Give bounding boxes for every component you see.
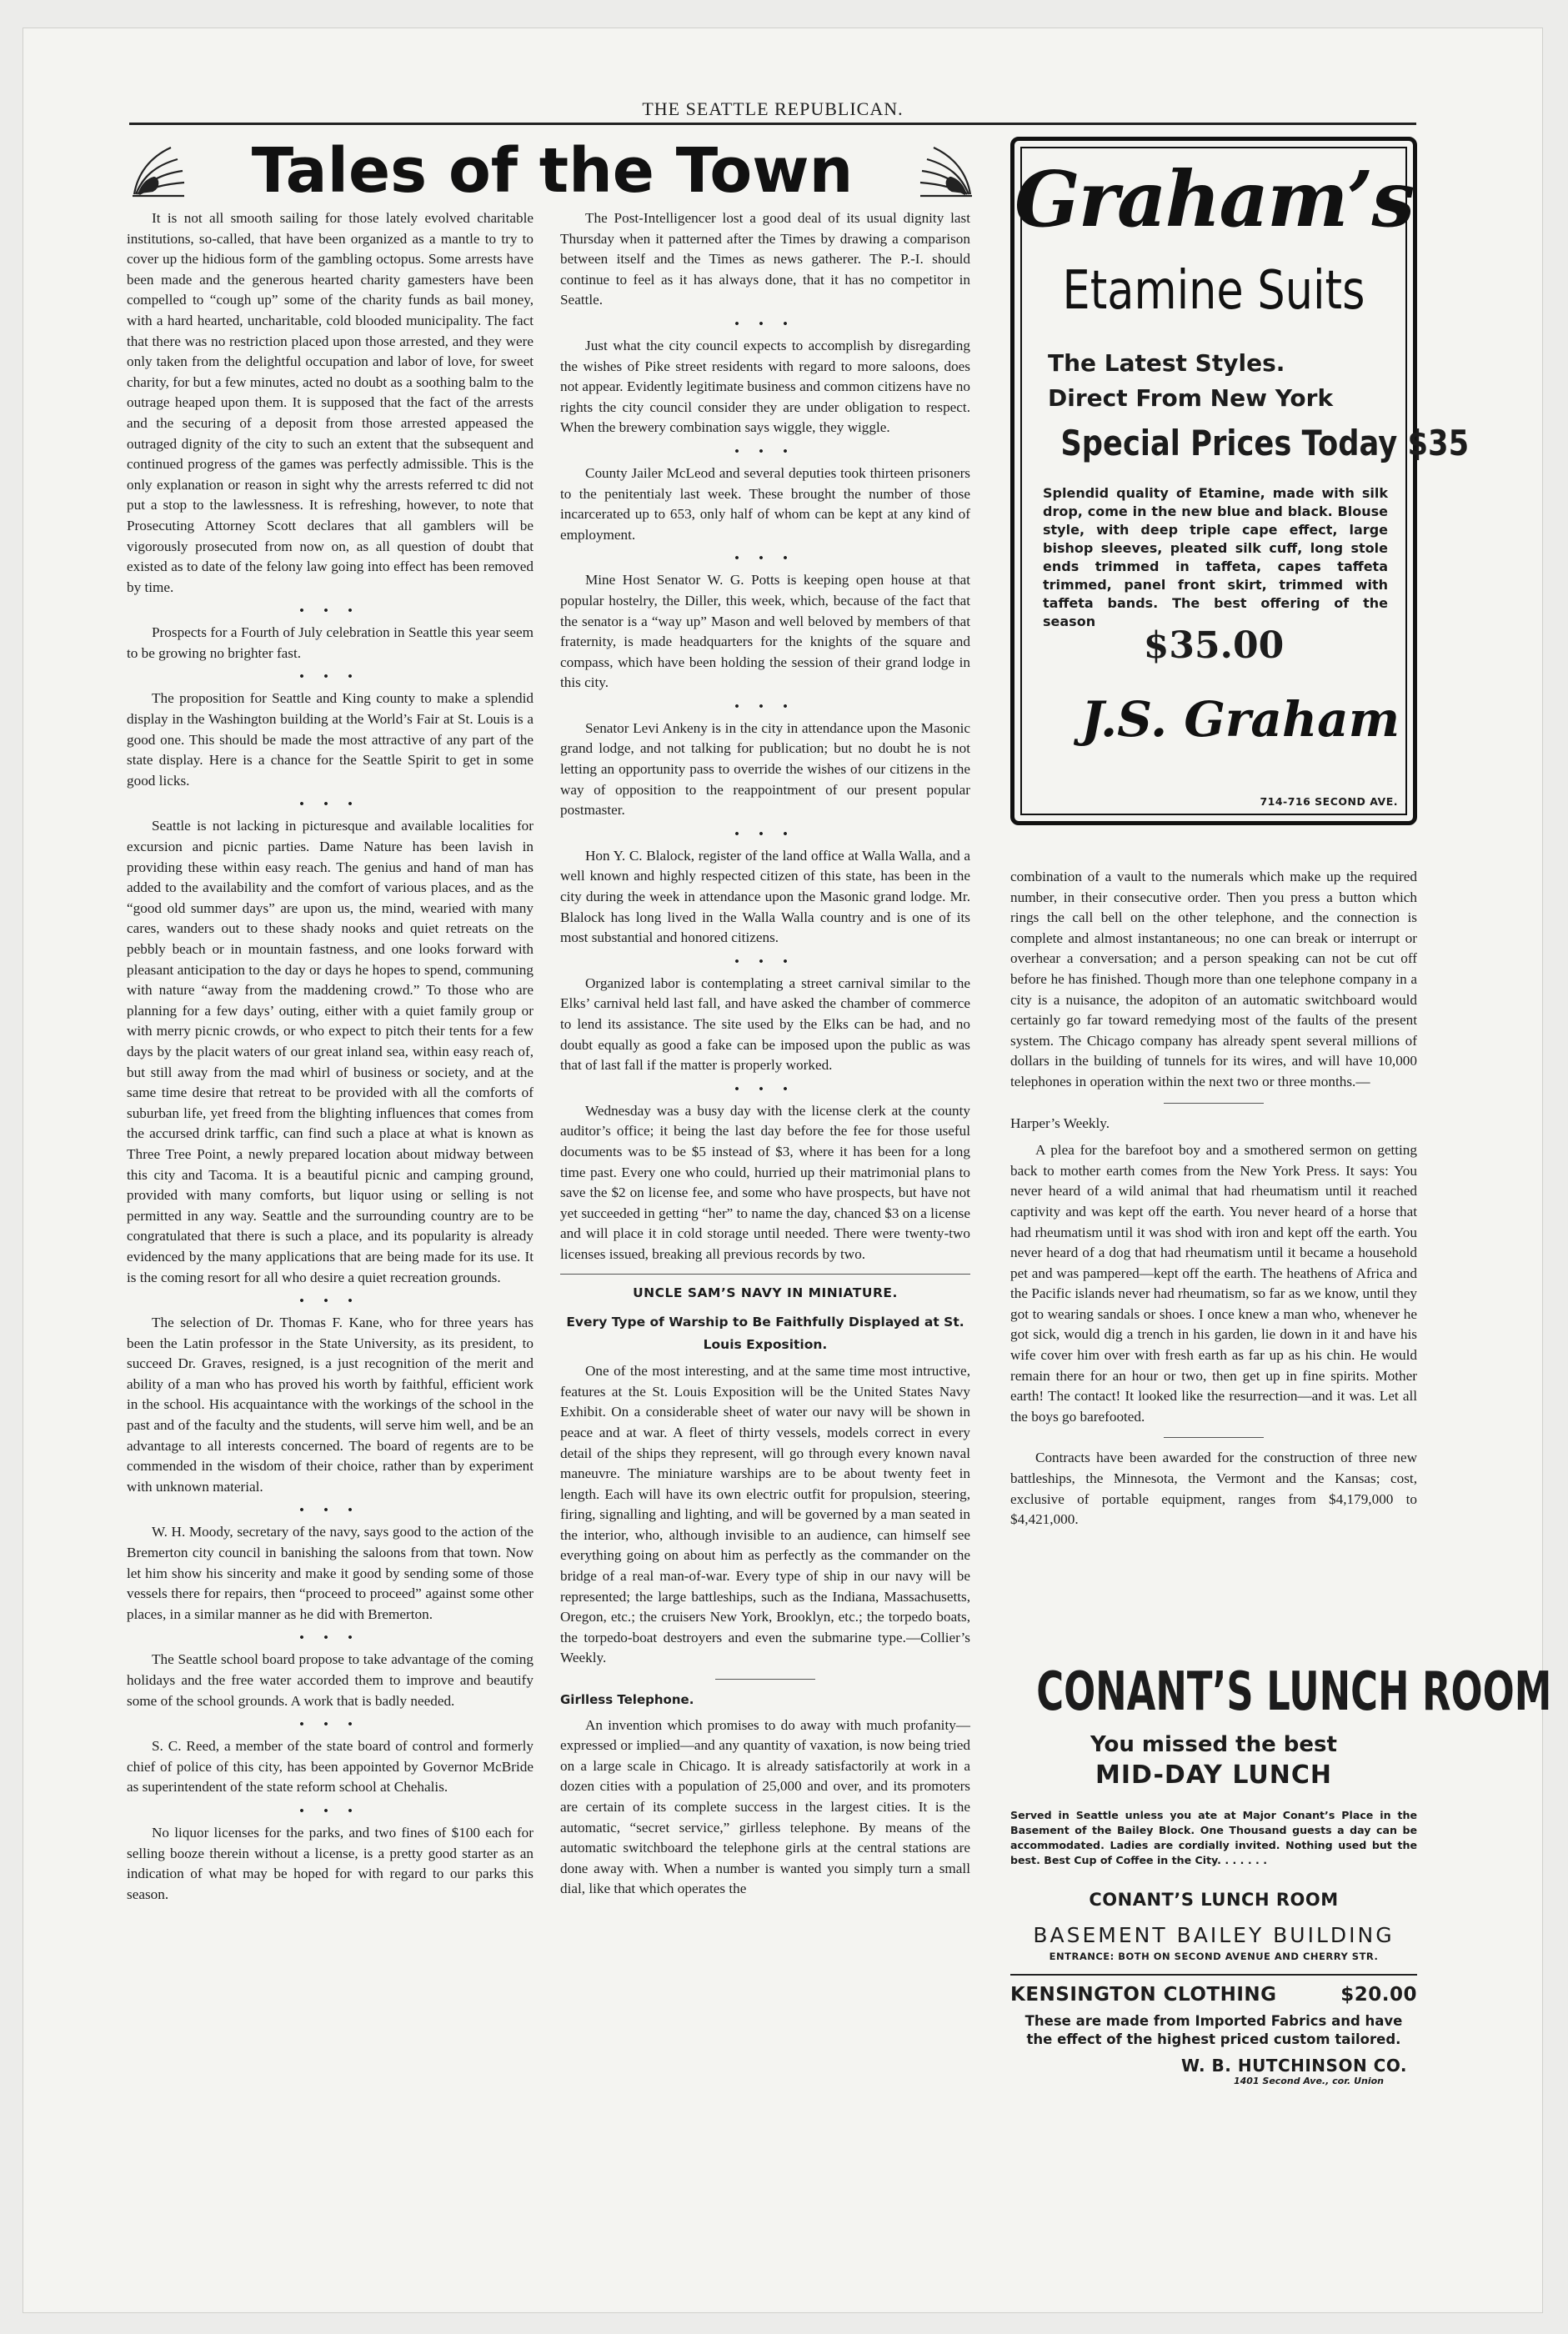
- article-paragraph: Hon Y. C. Blalock, register of the land office at Walla Walla, and a well known and highly respected citizen of this state, has been in the city during the week in attendance upon the Masonic grand lodge. Mr. Blalock has long lived in the Walla Walla country and is one of its most substantial and honored citizens.: [560, 847, 970, 946]
- article-paragraph: No liquor licenses for the parks, and two fines of $100 each for selling booze therein without a license, is a pretty good starter as an indication of what may be hoped for with regard to our parks this season.: [127, 1824, 534, 1902]
- short-rule: [1164, 1437, 1264, 1438]
- separator-stars: • • •: [734, 444, 796, 458]
- ad-kensington-price: $20.00: [1340, 1984, 1417, 2006]
- article-paragraph: Contracts have been awarded for the construction of three new battleships, the Minnesota, the Vermont and the Kansas; cost, exclusive of portable equipment, ranges from $4,179,000 to $4,421,000.: [1010, 1450, 1417, 1528]
- article-paragraph: One of the most interesting, and at the same time most intructive, features at the St. Louis Exposition will be the United States Navy Exhibit. On a considerable sheet of water our navy will be shown in peace and at war. A fleet of thirty vessels, models correct in every detail of the ships they represent, will go through every known naval maneuvre. The miniature warships are to be about twenty feet in length. Each will have its own electric outfit for propulsion, steering, firing, signalling and lighting, and will be governed by a man seated in the interior, who, although invisible to an audience, can himself see everything going on about him as perfectly as the commander on the bridge of a real man-of-war. Every type of ship in our navy will be represented; the large battleships, such as the Indiana, Massachusetts, Oregon, etc.; the cruisers New York, Brooklyn, etc.; the torpedo boats, the torpedo-boat destroyers and even the submarine type.—Collier’s Weekly.: [560, 1363, 970, 1666]
- ad-tagline: Direct From New York: [1048, 384, 1334, 412]
- ad-signature: J.S. Graham: [1081, 691, 1400, 748]
- separator-stars: • • •: [734, 699, 796, 714]
- article-paragraph: The Post-Intelligencer lost a good deal of its usual dignity last Thursday when it patterned after the Times by drawing a comparison between itself and the Times as news gatherer. The P.-I. should continue to feel as it has always done, that it has no competitor in Seattle.: [560, 210, 970, 308]
- ad-divider: [1010, 1974, 1417, 1976]
- ad-conant-title: CONANT’S LUNCH ROOM: [1036, 1661, 1552, 1723]
- section-rule: [560, 1274, 970, 1275]
- navy-article-title: UNCLE SAM’S NAVY IN MINIATURE.: [633, 1285, 898, 1300]
- column-2: [560, 208, 970, 1906]
- ad-kensington-description: These are made from Imported Fabrics and have the effect of the highest priced custom tailored.: [1024, 2013, 1403, 2047]
- column-3: [1010, 867, 1417, 1537]
- fan-ornament-icon: [129, 141, 188, 201]
- article-paragraph: It is not all smooth sailing for those lately evolved charitable institutions, so-called, that have been organized as a mantle to try to cover up the hidious form of the gambling octopus. Some arrests have been made and the generous hearted charity gamesters have been compelled to “cough up” some of the charity funds as bail money, with a hard hearted, uncharitable, cold blooded municipality. The fact that there was no restriction placed upon those arrested, and they were only taken from the delightful occupation and labor of love, for sweet charity, for but a few minutes, acted no doubt as a soothing balm to the outrage heaped upon them. It is supposed that the fact of the arrests and the securing of a deposit from those arrested appeased the outraged dignity of the city to such an extent that the subsequent and continued progress of the games was perfectly admissible. This is the only explanation or reason in sight why the arrests referred tc did not put a stop to the lawlessness. It is refreshing, however, to note that Prosecuting Attorney Scott declares that all gamblers will be vigorously prosecuted from now on, as all question of doubt that existed as to date of the felony law going into effect has been removed by time.: [127, 210, 534, 595]
- ad-product: Etamine Suits: [1062, 260, 1365, 322]
- separator-stars: • • •: [299, 1804, 361, 1818]
- separator-stars: • • •: [299, 1295, 361, 1309]
- separator-stars: • • •: [299, 670, 361, 684]
- column-1: [127, 208, 534, 1911]
- separator-stars: • • •: [299, 798, 361, 812]
- top-rule: [129, 123, 1416, 125]
- separator-stars: • • •: [734, 1082, 796, 1096]
- article-paragraph: Wednesday was a busy day with the license clerk at the county auditor’s office; it being the last day before the fee for those useful documents was to be $5 instead of $3, where it has been for a long time past. Every one who could, hurried up their matrimonial plans to save the $2 on license fee, and some who have prospects, but have not yet succeeded in getting “her” to name the day, chanced $3 on a license and will place it in cold storage until needed. There were twenty-two licenses issued, breaking all previous records by two.: [560, 1102, 970, 1262]
- ad-conant-name: CONANT’S LUNCH ROOM: [1089, 1890, 1339, 1910]
- separator-stars: • • •: [734, 552, 796, 566]
- article-paragraph: Prospects for a Fourth of July celebration in Seattle this year seem to be growing no brighter fast.: [127, 624, 534, 661]
- separator-stars: • • •: [299, 604, 361, 619]
- short-rule: [715, 1679, 815, 1680]
- article-paragraph: Mine Host Senator W. G. Potts is keeping open house at that popular hostelry, the Diller, this week, which, because of the fact that the senator is a “way up” Mason and well beloved by members of that fraternity, is made headquarters for the knights of the square and compass, which have been holding the session of their grand lodge in this city.: [560, 572, 970, 691]
- article-source: Harper’s Weekly.: [1010, 1114, 1110, 1131]
- telephone-article-title: Girlless Telephone.: [560, 1692, 694, 1708]
- ad-conant-entrance: ENTRANCE: BOTH ON SECOND AVENUE AND CHERRY STR.: [1049, 1951, 1379, 1962]
- ad-conant-location: BASEMENT BAILEY BUILDING: [1033, 1923, 1395, 1947]
- article-paragraph: A plea for the barefoot boy and a smothered sermon on getting back to mother earth comes from the New York Press. It says: You never heard of a wild animal that had rheumatism until it reached captivity and was kept off the earth. You never heard of a horse that had rheumatism until it was shod with iron and kept off the earth. You never heard of a dog that had rheumatism until it became a household pet and was pampered—kept off the earth. The heathens of Africa and the Pacific islands never had rheumatism, so far as we know, until they got to wearing sandals or shoes. I once knew a man who, whenever he got sick, would dig a trench in his garden, lie down in it and have his wife cover him over with fresh earth as far up as his chin. He would remain there for an hour or two, then get up in fine spirits. Mother earth! The contact! It looked like the resurrection—and it was. Let all the boys go barefooted.: [1010, 1142, 1417, 1425]
- ad-kensington-title: KENSINGTON CLOTHING: [1010, 1984, 1277, 2006]
- separator-stars: • • •: [299, 1504, 361, 1518]
- ad-special-price: Special Prices Today $35: [1060, 423, 1470, 463]
- ad-kensington-address: 1401 Second Ave., cor. Union: [1233, 2076, 1384, 2086]
- ad-conant-line2: MID-DAY LUNCH: [1095, 1761, 1332, 1790]
- graham-advertisement: [1010, 137, 1470, 825]
- ad-description: Splendid quality of Etamine, made with silk drop, come in the new blue and black. Blouse style, with deep triple cape effect, large bishop sleeves, pleated silk cuff, long stole ends trimmed in taffeta, capes taffeta trimmed, panel front skirt, trimmed with taffeta bands. The best offering of the season: [1043, 485, 1388, 629]
- ad-address: 714-716 SECOND AVE.: [1260, 795, 1398, 808]
- masthead: [129, 129, 975, 213]
- ad-conant-line1: You missed the best: [1090, 1732, 1337, 1757]
- separator-stars: • • •: [734, 317, 796, 331]
- separator-stars: • • •: [734, 954, 796, 969]
- article-paragraph: Organized labor is contemplating a street carnival similar to the Elks’ carnival held last fall, and have asked the chamber of commerce to lend its assistance. The site used by the Elks can be had, and no doubt equally as good a fake can be imposed upon the public as was that of last fall if the matter is properly worked.: [560, 974, 970, 1074]
- ad-conant-description: Served in Seattle unless you ate at Major Conant’s Place in the Basement of the Bailey Block. One Thousand guests a day can be accommodated. Ladies are cordially invited. Nothing used but the best. Best Cup of Coffee in the City. . . . . . .: [1010, 1809, 1417, 1866]
- article-paragraph: The Seattle school board propose to take advantage of the coming holidays and the free water accorded them to improve and beautify some of the school grounds. A work that is badly needed.: [127, 1651, 534, 1709]
- masthead-title: Tales of the Town: [251, 135, 854, 207]
- short-rule: [1164, 1103, 1264, 1104]
- ad-brand-name: Graham’s: [1014, 154, 1414, 244]
- separator-stars: • • •: [299, 1718, 361, 1732]
- article-paragraph: Senator Levi Ankeny is in the city in attendance upon the Masonic grand lodge, and not talking for publication; but no doubt he is not letting an opportunity pass to override the wishes of our citizens in the way of opposition to the reappointment of our present popular postmaster.: [560, 719, 970, 819]
- kensington-advertisement: [1010, 1984, 1417, 2006]
- fan-ornament-icon: [917, 141, 975, 201]
- article-paragraph: combination of a vault to the numerals which make up the required number, in their consecutive order. Then you press a button which rings the call bell on the other telephone, and the connection is complete and almost instantaneous; no one can break or interrupt or overhear a conversation; and a person speaking can not be cut off before he has finished. Though more than one telephone company in a city is a nuisance, the adopiton of an automatic switchboard would certainly go far toward remedying most of the faults of the present system. The Chicago company has already spent several millions of dollars in the building of tunnels for its wires, and will have 10,000 telephones in operation within the next two or three months.—: [1010, 869, 1417, 1089]
- conant-advertisement: [1010, 1659, 1552, 2086]
- article-paragraph: S. C. Reed, a member of the state board of control and formerly chief of police of this city, has been appointed by Governor McBride as superintendent of the state reform school at Chehalis.: [127, 1738, 534, 1796]
- ad-kensington-firm: W. B. HUTCHINSON CO.: [1181, 2056, 1407, 2076]
- separator-stars: • • •: [734, 827, 796, 841]
- navy-article-subtitle: Every Type of Warship to Be Faithfully Displayed at St. Louis Exposition.: [566, 1315, 964, 1353]
- article-paragraph: W. H. Moody, secretary of the navy, says good to the action of the Bremerton city council in banishing the saloons from that town. Now let him show his sincerity and make it good by sending some of those vessels there for repairs, then “proceed to proceed” against some other places, in a similar manner as he did with Bremerton.: [127, 1524, 534, 1622]
- separator-stars: • • •: [299, 1631, 361, 1645]
- article-paragraph: Just what the city council expects to accomplish by disregarding the wishes of Pike street residents with regard to more saloons, does not appear. Evidently legitimate business and common citizens have no rights the city council consider they are under obligation to respect. When the brewery combination says wiggle, they wiggle.: [560, 337, 970, 436]
- ad-price: $35.00: [1143, 624, 1285, 667]
- article-paragraph: County Jailer McLeod and several deputies took thirteen prisoners to the penitentialy last week. These brought the number of those incarcerated up to 653, only half of whom can be kept at any kind of employment.: [560, 464, 970, 543]
- running-head: THE SEATTLE REPUBLICAN.: [642, 98, 904, 119]
- article-paragraph: The proposition for Seattle and King county to make a splendid display in the Washington building at the World’s Fair at St. Louis is a good one. This should be made the most attractive of any part of the state display. Here is a chance for the Seattle Spirit to get in some good licks.: [127, 690, 534, 789]
- article-paragraph: An invention which promises to do away with much profanity—expressed or implied—and any quantity of vaxation, is now being tried on a large scale in Chicago. It is already satisfactorily at work in a dozen cities with a population of 25,000 and over, and its promoters are certain of its complete success in the largest cities. It is the automatic, “secret service,” girlless telephone. By means of the automatic switchboard the telephone girls at the central stations are done away with. When a number is wanted you simply turn a small dial, like that which operates the: [560, 1716, 970, 1897]
- article-paragraph: Seattle is not lacking in picturesque and available localities for excursion and picnic parties. Dame Nature has been lavish in providing these within easy reach. The genius and hand of man has added to the availability and the comfort of various places, and as the “good old summer days” are upon us, the mind, wearied with many cares, wanders out to these shady nooks and quiet retreats on the pebbly beach or in mountain fastness, and one looks forward with pleasant anticipation to the day or days he hopes to spend, communing with nature “away from the maddening crowd.” To those who are planning for a few days’ outing, either with a quiet family group or with merry picnic crowds, or who expect to pitch their tents for a few days by the placit waters of our great inland sea, within easy reach of, but still away from the mad whirl of business or society, and at the same time desire that retreat to be provided with all the comforts of suburban life, yet freed from the blighting influences that comes from the accursed drink tarffic, can find such a place at what is known as Three Tree Point, a newly prepared location about midway between this city and Tacoma. It is a beautiful picnic and camping ground, provided with many comforts, but liquor using or selling is not permitted in any way. Seattle and the surrounding country are to be congratulated that there is such a place, and its popularity is already evidenced by the many applications that are being made for its use. It is the coming resort for all who desire a quiet recreation grounds.: [127, 818, 534, 1285]
- article-paragraph: The selection of Dr. Thomas F. Kane, who for three years has been the Latin professor in the State University, as its president, to succeed Dr. Graves, resigned, is a just recognition of the merit and ability of a man who has proved his worth by faithful, efficient work in the school. His acquaintance with the workings of the school in the past and of the faculty and the students, will serve him well, and be an advantage to all interests concerned. The board of regents are to be commended in the wisdom of their choice, rather than by experiment with unknown material.: [127, 1315, 534, 1495]
- ad-tagline: The Latest Styles.: [1048, 349, 1285, 377]
